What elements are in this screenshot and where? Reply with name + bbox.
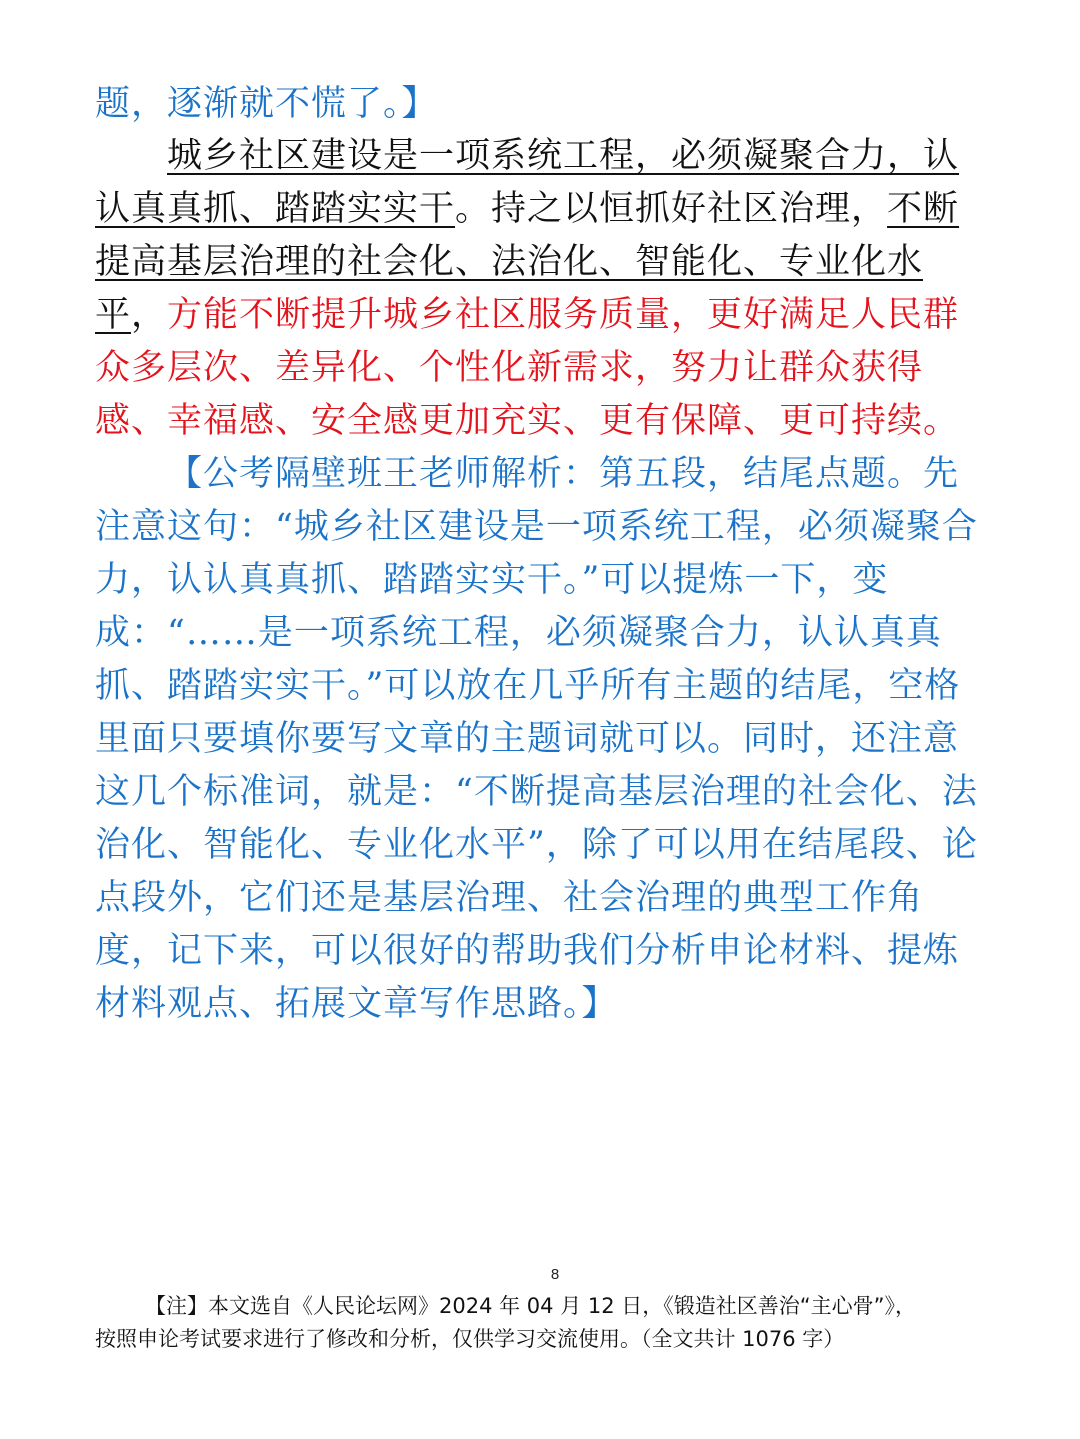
- paragraph-source-text: [95, 130, 990, 448]
- highlighted-red-text: 方能不断提升城乡社区服务质量，更好满足人民群众多层次、差异化、个性化新需求，努力让群众获得感、幸福感、安全感更加充实、更有保障、更可持续。: [95, 295, 960, 441]
- analysis-text-ending: 题，逐渐就不慌了。】: [95, 84, 438, 124]
- footnote-line-1: [95, 1290, 995, 1323]
- underlined-key-sentence: 城乡社区建设是一项系统工程，必须凝聚合力，认认真真抓、踏踏实实干: [95, 136, 960, 229]
- body-text: 。持之以恒抓好社区治理，: [455, 189, 888, 229]
- underlined-standard-terms: 不断提高基层治理的社会化、法治化、智能化、专业化水平: [95, 189, 960, 335]
- footnote-line-2: 按照申论考试要求进行了修改和分析，仅供学习交流使用。（全文共计 1076 字）: [95, 1327, 845, 1351]
- body-punctuation: ，: [131, 295, 168, 335]
- footnote-text-1: 【注】本文选自《人民论坛网》2024 年 04 月 12 日，《锻造社区善治“主心骨”》，: [145, 1294, 917, 1318]
- footnote: [95, 1290, 995, 1356]
- analysis-text: 【公考隔壁班王老师解析：第五段，结尾点题。先注意这句：“城乡社区建设是一项系统工程，必须凝聚合力，认认真真抓、踏踏实实干。”可以提炼一下，变成：“……是一项系统工程，必须凝聚合力，认认真真抓、踏踏实实干。”可以放在几乎所有主题的结尾，空格里面只要填你要写文章的主题词就可以。同时，还注意这几个标准词，就是：“不断提高基层治理的社会化、法治化、智能化、专业化水平”，除了可以用在结尾段、论点段外，它们还是基层治理、社会治理的典型工作角度，记下来，可以很好的帮助我们分析申论材料、提炼材料观点、拓展文章写作思路。】: [95, 454, 978, 1024]
- paragraph-teacher-analysis: [95, 448, 990, 1031]
- page-number: 8: [550, 1266, 560, 1283]
- paragraph-analysis-end: [95, 78, 990, 131]
